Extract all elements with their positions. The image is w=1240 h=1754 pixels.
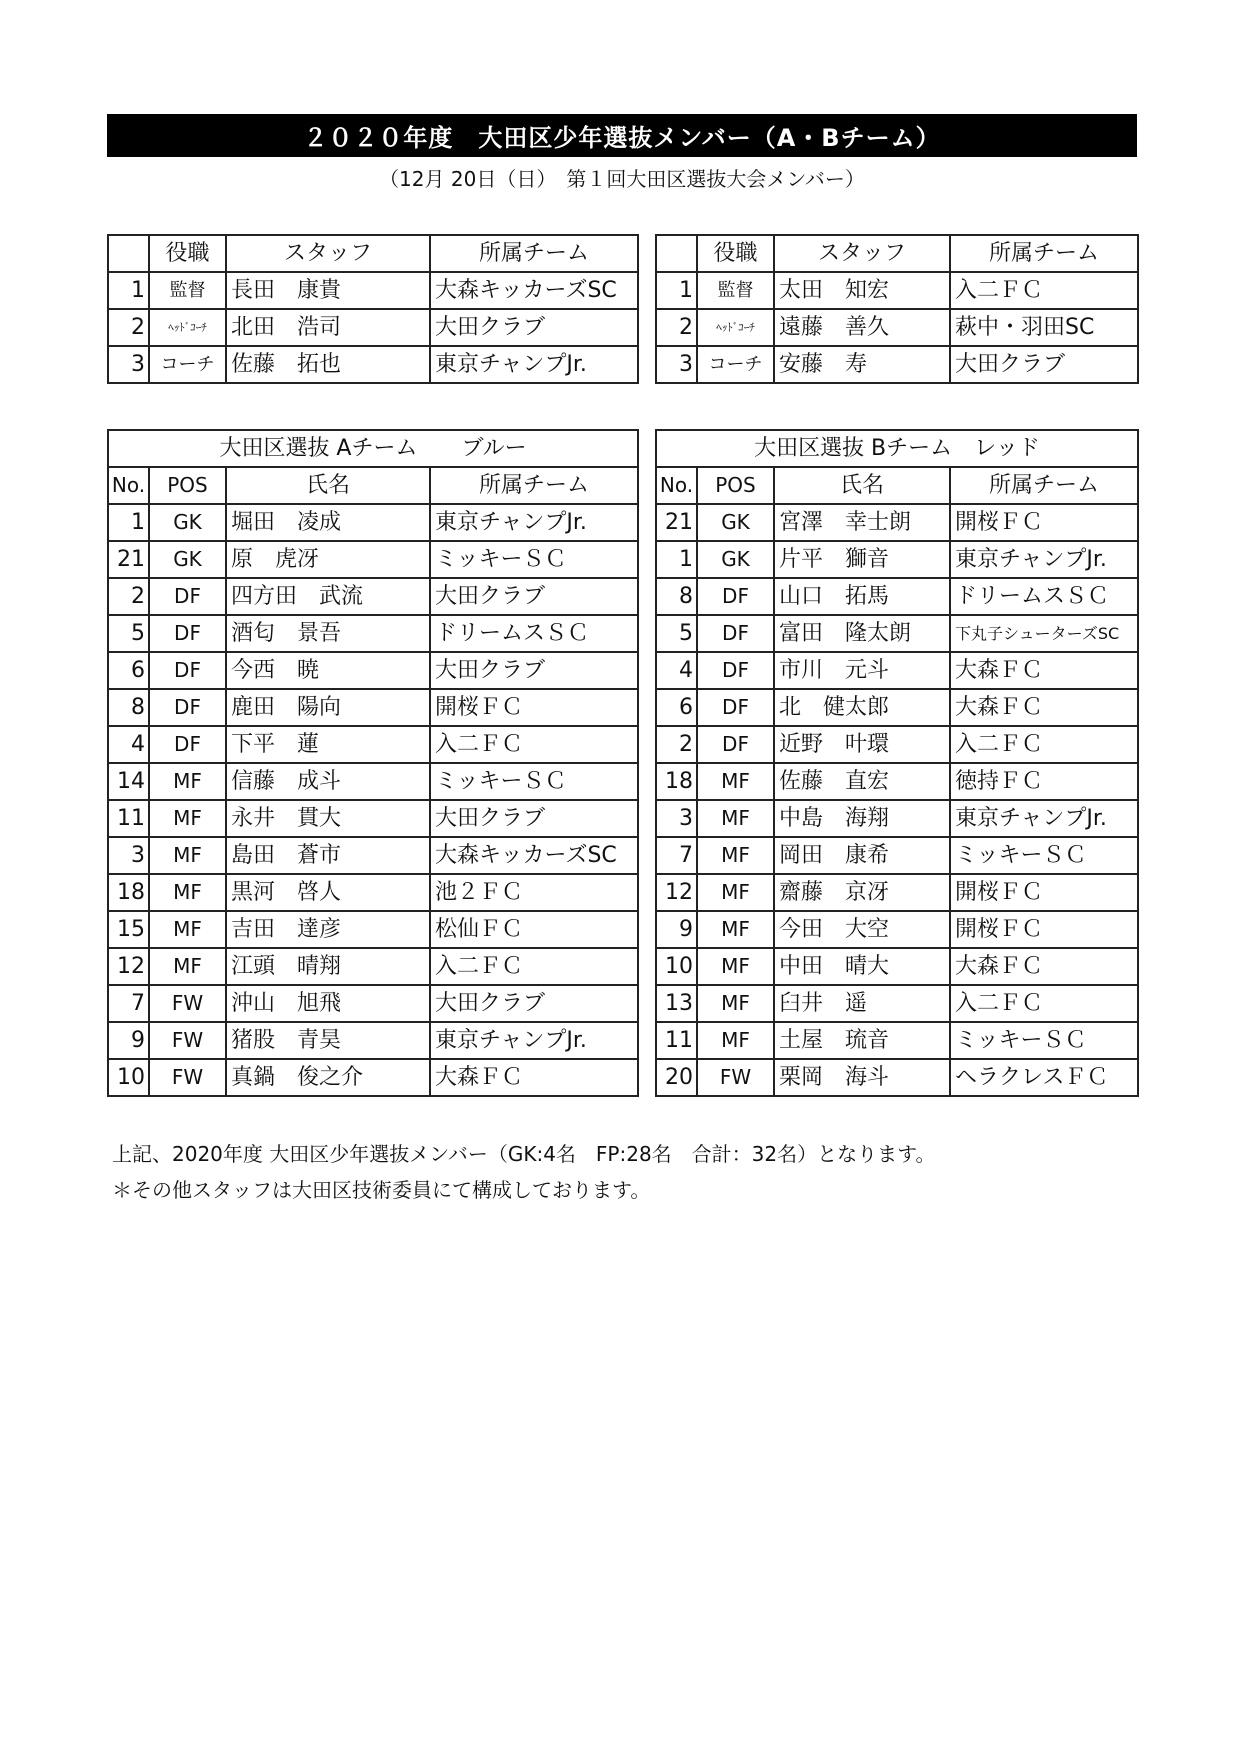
player-position: DF bbox=[697, 578, 774, 615]
player-name: 酒匂 景吾 bbox=[226, 615, 430, 652]
player-position: DF bbox=[149, 689, 226, 726]
page-title: ２０２０年度 大田区少年選抜メンバー（A・Bチーム） bbox=[107, 114, 1137, 157]
staff-table-right bbox=[655, 234, 1139, 384]
player-number: 9 bbox=[656, 911, 697, 948]
player-name: 吉田 達彦 bbox=[226, 911, 430, 948]
player-position: MF bbox=[149, 837, 226, 874]
player-pos-header: POS bbox=[697, 467, 774, 504]
player-row bbox=[656, 985, 1138, 1022]
staff-team: 大森キッカーズSC bbox=[430, 272, 638, 309]
player-no-header: No. bbox=[656, 467, 697, 504]
staff-right-body bbox=[656, 272, 1138, 383]
player-team: ミッキーＳＣ bbox=[430, 541, 638, 578]
player-position: MF bbox=[697, 874, 774, 911]
staff-table-left bbox=[107, 234, 639, 384]
player-number: 7 bbox=[656, 837, 697, 874]
player-team: 下丸子シューターズSC bbox=[950, 615, 1138, 652]
player-position: FW bbox=[149, 1059, 226, 1096]
staff-name-header: スタッフ bbox=[774, 235, 950, 272]
player-position: MF bbox=[149, 800, 226, 837]
staff-team: 入二ＦＣ bbox=[950, 272, 1138, 309]
player-team: 入二ＦＣ bbox=[950, 726, 1138, 763]
player-team: 徳持ＦＣ bbox=[950, 763, 1138, 800]
player-row bbox=[656, 800, 1138, 837]
player-team: 東京チャンプJr. bbox=[430, 1022, 638, 1059]
player-team: 池２ＦＣ bbox=[430, 874, 638, 911]
player-team: 松仙ＦＣ bbox=[430, 911, 638, 948]
staff-name: 安藤 寿 bbox=[774, 346, 950, 383]
player-team: 開桜ＦＣ bbox=[430, 689, 638, 726]
player-row bbox=[656, 689, 1138, 726]
player-number: 18 bbox=[656, 763, 697, 800]
player-name: 今田 大空 bbox=[774, 911, 950, 948]
player-row bbox=[108, 985, 638, 1022]
staff-number: 2 bbox=[656, 309, 697, 346]
player-name: 齋藤 京冴 bbox=[774, 874, 950, 911]
player-no-header: No. bbox=[108, 467, 149, 504]
staff-team: 東京チャンプJr. bbox=[430, 346, 638, 383]
player-name: 富田 隆太朗 bbox=[774, 615, 950, 652]
player-pos-header: POS bbox=[149, 467, 226, 504]
player-row bbox=[108, 911, 638, 948]
team-a-title-row bbox=[108, 430, 638, 467]
player-team: 大森キッカーズSC bbox=[430, 837, 638, 874]
player-team: 東京チャンプJr. bbox=[950, 541, 1138, 578]
player-number: 7 bbox=[108, 985, 149, 1022]
staff-row bbox=[656, 309, 1138, 346]
staff-name-header: スタッフ bbox=[226, 235, 430, 272]
player-number: 6 bbox=[656, 689, 697, 726]
player-team: ドリームスＳＣ bbox=[950, 578, 1138, 615]
player-number: 12 bbox=[656, 874, 697, 911]
team-a-table bbox=[107, 429, 639, 1097]
player-name: 下平 蓮 bbox=[226, 726, 430, 763]
player-team: 大田クラブ bbox=[430, 985, 638, 1022]
player-position: DF bbox=[697, 652, 774, 689]
player-team: 東京チャンプJr. bbox=[430, 504, 638, 541]
staff-role: ﾍｯﾄﾞｺｰﾁ bbox=[697, 309, 774, 346]
player-team: 大森ＦＣ bbox=[950, 948, 1138, 985]
player-position: MF bbox=[149, 948, 226, 985]
player-name: 北 健太郎 bbox=[774, 689, 950, 726]
staff-team: 大田クラブ bbox=[430, 309, 638, 346]
player-row bbox=[108, 689, 638, 726]
player-team: 入二ＦＣ bbox=[950, 985, 1138, 1022]
staff-team-header: 所属チーム bbox=[950, 235, 1138, 272]
player-number: 12 bbox=[108, 948, 149, 985]
player-row bbox=[656, 652, 1138, 689]
player-team: 大森ＦＣ bbox=[950, 689, 1138, 726]
staff-no-header bbox=[108, 235, 149, 272]
player-number: 14 bbox=[108, 763, 149, 800]
player-name: 真鍋 俊之介 bbox=[226, 1059, 430, 1096]
player-team: 大森ＦＣ bbox=[950, 652, 1138, 689]
player-row bbox=[108, 837, 638, 874]
staff-name: 太田 知宏 bbox=[774, 272, 950, 309]
player-name: 江頭 晴翔 bbox=[226, 948, 430, 985]
player-name-header: 氏名 bbox=[774, 467, 950, 504]
player-row bbox=[108, 615, 638, 652]
player-row bbox=[656, 615, 1138, 652]
player-number: 3 bbox=[108, 837, 149, 874]
player-number: 4 bbox=[656, 652, 697, 689]
team-b-body bbox=[656, 504, 1138, 1096]
player-position: FW bbox=[149, 1022, 226, 1059]
player-position: FW bbox=[697, 1059, 774, 1096]
player-position: DF bbox=[149, 652, 226, 689]
player-row bbox=[656, 578, 1138, 615]
player-team: 開桜ＦＣ bbox=[950, 911, 1138, 948]
player-team: 大田クラブ bbox=[430, 652, 638, 689]
staff-role-header: 役職 bbox=[149, 235, 226, 272]
player-row bbox=[656, 726, 1138, 763]
player-team: ミッキーＳＣ bbox=[430, 763, 638, 800]
player-name: 佐藤 直宏 bbox=[774, 763, 950, 800]
team-a-header-row bbox=[108, 467, 638, 504]
player-team: 開桜ＦＣ bbox=[950, 874, 1138, 911]
player-name: 土屋 琉音 bbox=[774, 1022, 950, 1059]
player-number: 15 bbox=[108, 911, 149, 948]
staff-row bbox=[656, 272, 1138, 309]
player-position: MF bbox=[697, 763, 774, 800]
player-team: 大田クラブ bbox=[430, 800, 638, 837]
player-name: 原 虎冴 bbox=[226, 541, 430, 578]
player-row bbox=[108, 948, 638, 985]
staff-row bbox=[108, 272, 638, 309]
staff-no-header bbox=[656, 235, 697, 272]
player-team: ミッキーＳＣ bbox=[950, 837, 1138, 874]
player-position: FW bbox=[149, 985, 226, 1022]
staff-name: 長田 康貴 bbox=[226, 272, 430, 309]
staff-row bbox=[108, 346, 638, 383]
player-row bbox=[108, 504, 638, 541]
player-position: MF bbox=[697, 1022, 774, 1059]
player-number: 13 bbox=[656, 985, 697, 1022]
staff-role: ﾍｯﾄﾞｺｰﾁ bbox=[149, 309, 226, 346]
team-a-title: 大田区選抜 Aチーム ブルー bbox=[108, 430, 638, 467]
player-position: GK bbox=[149, 504, 226, 541]
player-team: ミッキーＳＣ bbox=[950, 1022, 1138, 1059]
player-number: 2 bbox=[108, 578, 149, 615]
staff-team: 大田クラブ bbox=[950, 346, 1138, 383]
player-name: 猪股 青昊 bbox=[226, 1022, 430, 1059]
player-number: 3 bbox=[656, 800, 697, 837]
player-name: 片平 獅音 bbox=[774, 541, 950, 578]
player-name: 市川 元斗 bbox=[774, 652, 950, 689]
summary-note: 上記、2020年度 大田区少年選抜メンバー（GK:4名 FP:28名 合計：32名）となります。 bbox=[112, 1142, 936, 1166]
player-team: 入二ＦＣ bbox=[430, 948, 638, 985]
player-row bbox=[656, 763, 1138, 800]
player-name: 信藤 成斗 bbox=[226, 763, 430, 800]
player-row bbox=[108, 1059, 638, 1096]
player-number: 9 bbox=[108, 1022, 149, 1059]
player-name: 堀田 凌成 bbox=[226, 504, 430, 541]
player-row bbox=[108, 726, 638, 763]
staff-number: 3 bbox=[108, 346, 149, 383]
player-number: 1 bbox=[656, 541, 697, 578]
player-position: DF bbox=[697, 726, 774, 763]
player-name: 今西 暁 bbox=[226, 652, 430, 689]
player-number: 1 bbox=[108, 504, 149, 541]
player-position: MF bbox=[697, 985, 774, 1022]
player-row bbox=[108, 800, 638, 837]
player-number: 11 bbox=[656, 1022, 697, 1059]
page-subtitle: （12月 20日（日） 第１回大田区選抜大会メンバー） bbox=[379, 167, 865, 191]
player-number: 10 bbox=[656, 948, 697, 985]
player-number: 21 bbox=[108, 541, 149, 578]
player-name: 中田 晴大 bbox=[774, 948, 950, 985]
staff-team-header: 所属チーム bbox=[430, 235, 638, 272]
player-name: 島田 蒼市 bbox=[226, 837, 430, 874]
player-number: 8 bbox=[656, 578, 697, 615]
player-row bbox=[108, 652, 638, 689]
player-position: MF bbox=[697, 800, 774, 837]
player-position: MF bbox=[697, 837, 774, 874]
player-row bbox=[656, 1022, 1138, 1059]
team-b-title-row bbox=[656, 430, 1138, 467]
staff-header-row bbox=[108, 235, 638, 272]
player-row bbox=[656, 874, 1138, 911]
player-name: 中島 海翔 bbox=[774, 800, 950, 837]
player-position: MF bbox=[697, 911, 774, 948]
player-number: 6 bbox=[108, 652, 149, 689]
staff-header-row bbox=[656, 235, 1138, 272]
player-team: 東京チャンプJr. bbox=[950, 800, 1138, 837]
player-position: DF bbox=[697, 689, 774, 726]
player-number: 2 bbox=[656, 726, 697, 763]
staff-role: 監督 bbox=[697, 272, 774, 309]
staff-team: 萩中・羽田SC bbox=[950, 309, 1138, 346]
staff-row bbox=[108, 309, 638, 346]
player-position: MF bbox=[149, 874, 226, 911]
player-number: 18 bbox=[108, 874, 149, 911]
player-team: ヘラクレスＦＣ bbox=[950, 1059, 1138, 1096]
player-row bbox=[108, 541, 638, 578]
player-name-header: 氏名 bbox=[226, 467, 430, 504]
staff-name: 北田 浩司 bbox=[226, 309, 430, 346]
player-name: 山口 拓馬 bbox=[774, 578, 950, 615]
player-team-header: 所属チーム bbox=[950, 467, 1138, 504]
player-row bbox=[108, 874, 638, 911]
player-name: 栗岡 海斗 bbox=[774, 1059, 950, 1096]
staff-role: コーチ bbox=[149, 346, 226, 383]
team-b-table bbox=[655, 429, 1139, 1097]
player-team: 入二ＦＣ bbox=[430, 726, 638, 763]
player-position: GK bbox=[149, 541, 226, 578]
player-row bbox=[108, 578, 638, 615]
player-name: 沖山 旭飛 bbox=[226, 985, 430, 1022]
staff-role: 監督 bbox=[149, 272, 226, 309]
player-number: 10 bbox=[108, 1059, 149, 1096]
staff-number: 2 bbox=[108, 309, 149, 346]
player-position: DF bbox=[149, 615, 226, 652]
staff-left-body bbox=[108, 272, 638, 383]
team-a-body bbox=[108, 504, 638, 1096]
staff-row bbox=[656, 346, 1138, 383]
player-name: 四方田 武流 bbox=[226, 578, 430, 615]
player-position: MF bbox=[149, 763, 226, 800]
staff-number: 1 bbox=[108, 272, 149, 309]
staff-role-header: 役職 bbox=[697, 235, 774, 272]
team-b-header-row bbox=[656, 467, 1138, 504]
player-position: GK bbox=[697, 541, 774, 578]
staff-note: ＊その他スタッフは大田区技術委員にて構成しております。 bbox=[112, 1178, 651, 1202]
player-name: 近野 叶環 bbox=[774, 726, 950, 763]
player-team: 開桜ＦＣ bbox=[950, 504, 1138, 541]
team-b-title: 大田区選抜 Bチーム レッド bbox=[656, 430, 1138, 467]
player-name: 永井 貫大 bbox=[226, 800, 430, 837]
player-row bbox=[108, 1022, 638, 1059]
player-row bbox=[656, 948, 1138, 985]
player-row bbox=[656, 837, 1138, 874]
player-number: 5 bbox=[656, 615, 697, 652]
player-row bbox=[656, 911, 1138, 948]
player-team: 大田クラブ bbox=[430, 578, 638, 615]
player-position: MF bbox=[697, 948, 774, 985]
player-position: MF bbox=[149, 911, 226, 948]
player-number: 11 bbox=[108, 800, 149, 837]
staff-number: 1 bbox=[656, 272, 697, 309]
player-position: DF bbox=[149, 726, 226, 763]
player-row bbox=[656, 1059, 1138, 1096]
staff-role: コーチ bbox=[697, 346, 774, 383]
player-position: DF bbox=[697, 615, 774, 652]
player-name: 鹿田 陽向 bbox=[226, 689, 430, 726]
staff-name: 遠藤 善久 bbox=[774, 309, 950, 346]
player-team: 大森ＦＣ bbox=[430, 1059, 638, 1096]
player-row bbox=[656, 504, 1138, 541]
player-name: 臼井 遥 bbox=[774, 985, 950, 1022]
player-number: 5 bbox=[108, 615, 149, 652]
player-number: 4 bbox=[108, 726, 149, 763]
player-team: ドリームスＳＣ bbox=[430, 615, 638, 652]
player-name: 岡田 康希 bbox=[774, 837, 950, 874]
player-name: 宮澤 幸士朗 bbox=[774, 504, 950, 541]
player-team-header: 所属チーム bbox=[430, 467, 638, 504]
player-position: GK bbox=[697, 504, 774, 541]
player-position: DF bbox=[149, 578, 226, 615]
player-row bbox=[108, 763, 638, 800]
staff-name: 佐藤 拓也 bbox=[226, 346, 430, 383]
player-row bbox=[656, 541, 1138, 578]
player-number: 21 bbox=[656, 504, 697, 541]
player-number: 20 bbox=[656, 1059, 697, 1096]
staff-number: 3 bbox=[656, 346, 697, 383]
player-number: 8 bbox=[108, 689, 149, 726]
player-name: 黒河 啓人 bbox=[226, 874, 430, 911]
